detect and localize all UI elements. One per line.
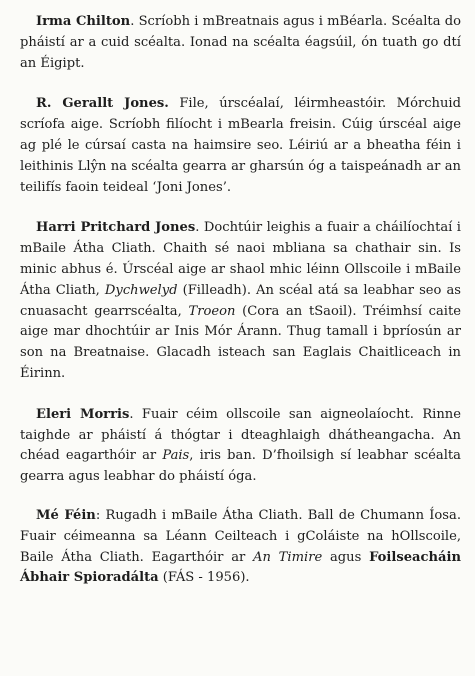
author-bio-r-gerallt-jones [20, 94, 461, 198]
bio-text-run: . Fuair céim ollscoile san aigneolaíocht. Rinne taighde ar pháistí á thógtar i dteaghlaigh dhátheangacha. An chéad eagarthóir ar [20, 406, 461, 464]
bio-text-run: : Rugadh i mBaile Átha Cliath. Ball de Chumann Íosa. Fuair céimeanna sa Léann Ceilteach i gColáiste na hOllscoile, Baile Átha Cliath. Eagarthóir ar [20, 507, 461, 565]
author-bio-harri-pritchard-jones [20, 218, 461, 384]
author-bio-irma-chilton [20, 12, 461, 74]
bio-text-run: , iris ban. D’fhoilsigh sí leabhar scéalta gearra agus leabhar do pháistí óga. [20, 448, 461, 485]
bio-text-run: (Cora an tSaoil). Tréimhsí caite aige mar dhochtúir ar Inis Mór Árann. Thug tamall i bpríosún ar son na Breatnaise. Glacadh isteach san Eaglais Chaitliceach in Éirinn. [20, 303, 461, 381]
author-bio-me-fein [20, 506, 461, 589]
bio-text-run: (Filleadh). An scéal atá sa leabhar seo as cnuasacht gearrscéalta, [20, 282, 462, 319]
italic-title: Dychwelyd [104, 282, 178, 298]
italic-title: Troeon [188, 303, 236, 319]
bio-text-run: . Scríobh i mBreatnais agus i mBéarla. Scéalta do pháistí ar a cuid scéalta. Ionad na scéalta éagsúil, ón tuath go dtí an Éigipt. [20, 14, 461, 71]
author-name: Eleri Morris [36, 406, 130, 422]
italic-title: An Timire [253, 549, 323, 565]
bold-title: Foilseacháin Ábhair Spioradálta [20, 549, 461, 586]
author-bio-text [20, 220, 461, 381]
italic-title: Pais [162, 448, 190, 464]
bio-text-run: . Dochtúir leighis a fuair a cháilíochtaí i mBaile Átha Cliath. Chaith sé naoi mbliana sa chathair sin. Is minic abhus é. Úrscéal aige ar shaol mhic léinn Ollscoile i mBaile Átha Cliath, [20, 220, 461, 298]
author-name: R. Gerallt Jones. [36, 96, 169, 112]
bio-text-run: agus [322, 549, 370, 565]
author-name: Harri Pritchard Jones [36, 220, 196, 236]
author-name: Mé Féin [36, 507, 96, 523]
bio-text-run: (FÁS - 1956). [158, 570, 250, 586]
author-bio-eleri-morris [20, 405, 461, 488]
author-name: Irma Chilton [36, 14, 131, 29]
bio-text-run: File, úrscéalaí, léirmheastóir. Mórchuid scríofa aige. Scríobh filíocht i mBearla freisin. Cúig úrscéal aige ag plé le cúrsaí casta na haimsire seo. Léiriú ar a bheatha féin i leithinis Llŷn na scéalta gearra ar gharsún óg a taispeánadh ar an teilifís faoin teideal ‘Joni Jones’. [20, 96, 461, 195]
